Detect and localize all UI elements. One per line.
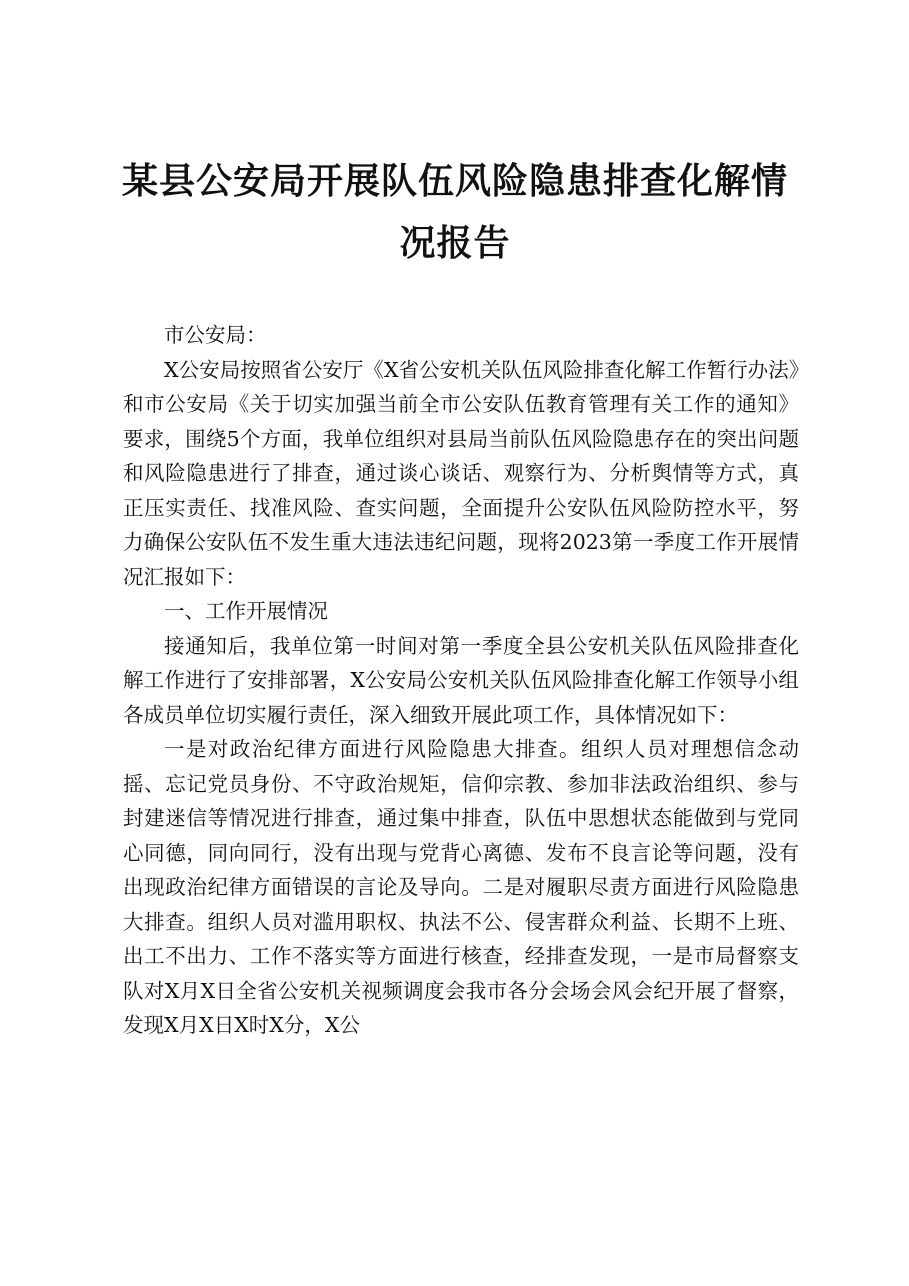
salutation: 市公安局： — [164, 323, 267, 347]
paragraph-details: 一是对政治纪律方面进行风险隐患大排查。组织人员对理想信念动摇、忘记党员身份、不守政治规矩，信仰宗教、参加非法政治组织、参与封建迷信等情况进行排查，通过集中排查，队伍中思想状态能做到与党同心同德，同向同行，没有出现与党背心离德、发布不良言论等问题，没有出现政治纪律方面错误的言论及导向。二是对履职尽责方面进行风险隐患大排查。组织人员对滥用职权、执法不公、侵害群众利益、长期不上班、出工不出力、工作不落实等方面进行核查，经排查发现，一是市局督察支队对X月X日全省公安机关视频调度会我市各分会场会风会纪开展了督察，发现X月X日X时X分，X公 — [123, 737, 799, 1037]
section-heading: 一、工作开展情况 — [164, 599, 328, 623]
document-body — [123, 318, 799, 1043]
paragraph-intro: X公安局按照省公安厅《X省公安机关队伍风险排查化解工作暂行办法》和市公安局《关于切实加强当前全市公安队伍教育管理有关工作的通知》要求，围绕5个方面，我单位组织对县局当前队伍风险隐患存在的突出问题和风险隐患进行了排查，通过谈心谈话、观察行为、分析舆情等方式，真正压实责任、找准风险、查实问题，全面提升公安队伍风险防控水平，努力确保公安队伍不发生重大违法违纪问题，现将2023第一季度工作开展情况汇报如下： — [123, 357, 799, 589]
paragraph-arrangement: 接通知后，我单位第一时间对第一季度全县公安机关队伍风险排查化解工作进行了安排部署，X公安局公安机关队伍风险排查化解工作领导小组各成员单位切实履行责任，深入细致开展此项工作，具体情况如下： — [123, 633, 799, 727]
document-title: 某县公安局开展队伍风险隐患排查化解情况报告 — [121, 160, 788, 264]
